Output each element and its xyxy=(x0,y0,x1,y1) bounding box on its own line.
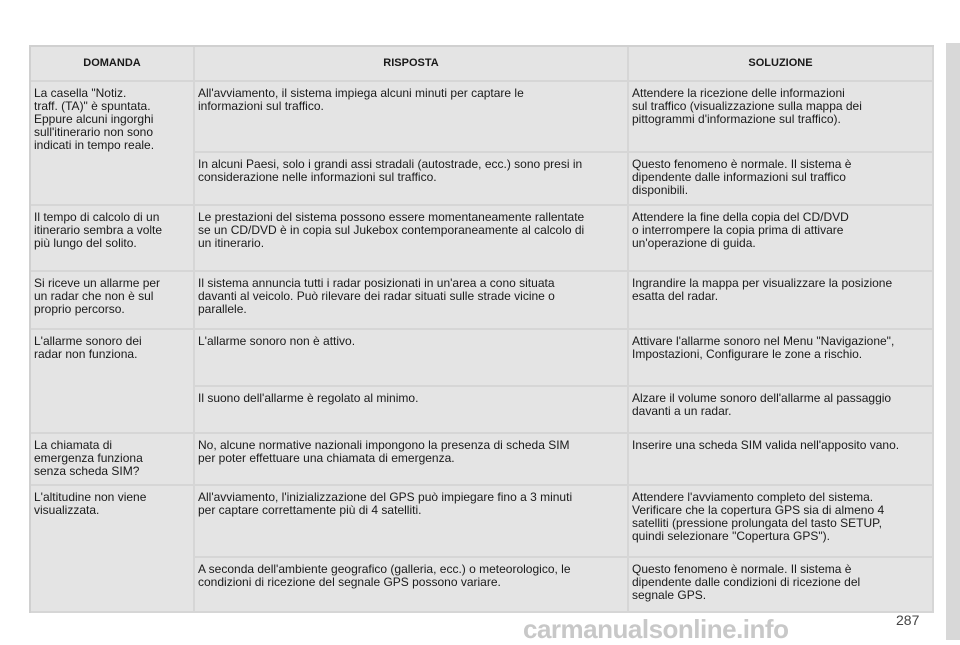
answer-cell: L'allarme sonoro non è attivo. xyxy=(195,330,629,387)
question-cell: Il tempo di calcolo di un itinerario sembra a volte più lungo del solito. xyxy=(31,206,195,272)
answer-cell: Il sistema annuncia tutti i radar posizionati in un'area a cono situata davanti al veicolo. Può rilevare dei radar situati sulle strade vicine o parallele. xyxy=(195,272,629,330)
page-side-bar xyxy=(946,43,960,640)
answer-cell: Le prestazioni del sistema possono essere momentaneamente rallentate se un CD/DVD è in copia sul Jukebox contemporaneamente al calcolo di un itinerario. xyxy=(195,206,629,272)
solution-cell: Questo fenomeno è normale. Il sistema è dipendente dalle informazioni sul traffico disponibili. xyxy=(629,153,934,206)
solution-cell: Attivare l'allarme sonoro nel Menu "Navigazione", Impostazioni, Configurare le zone a rischio. xyxy=(629,330,934,387)
question-cell: L'allarme sonoro dei radar non funziona. xyxy=(31,330,195,434)
table-row xyxy=(31,486,934,558)
solution-cell: Alzare il volume sonoro dell'allarme al passaggio davanti a un radar. xyxy=(629,387,934,434)
solution-cell: Attendere la ricezione delle informazioni sul traffico (visualizzazione sulla mappa dei pittogrammi d'informazione sul traffico). xyxy=(629,82,934,153)
answer-cell: Il suono dell'allarme è regolato al minimo. xyxy=(195,387,629,434)
table-row xyxy=(31,272,934,330)
table-row xyxy=(31,330,934,387)
page-number: 287 xyxy=(896,612,920,628)
solution-cell: Ingrandire la mappa per visualizzare la posizione esatta del radar. xyxy=(629,272,934,330)
answer-cell: All'avviamento, il sistema impiega alcuni minuti per captare le informazioni sul traffico. xyxy=(195,82,629,153)
answer-cell: All'avviamento, l'inizializzazione del GPS può impiegare fino a 3 minuti per captare correttamente più di 4 satelliti. xyxy=(195,486,629,558)
table-row xyxy=(31,434,934,486)
answer-cell: In alcuni Paesi, solo i grandi assi stradali (autostrade, ecc.) sono presi in considerazione nelle informazioni sul traffico. xyxy=(195,153,629,206)
answer-cell: No, alcune normative nazionali impongono la presenza di scheda SIM per poter effettuare una chiamata di emergenza. xyxy=(195,434,629,486)
watermark: carmanualsonline.info xyxy=(523,614,789,644)
header-row xyxy=(31,47,934,82)
table-row xyxy=(31,206,934,272)
solution-cell: Attendere la fine della copia del CD/DVD o interrompere la copia prima di attivare un'operazione di guida. xyxy=(629,206,934,272)
question-cell: La casella "Notiz. traff. (TA)" è spuntata. Eppure alcuni ingorghi sull'itinerario non sono indicati in tempo reale. xyxy=(31,82,195,206)
solution-cell: Questo fenomeno è normale. Il sistema è dipendente dalle condizioni di ricezione del segnale GPS. xyxy=(629,558,934,613)
answer-cell: A seconda dell'ambiente geografico (galleria, ecc.) o meteorologico, le condizioni di ricezione del segnale GPS possono variare. xyxy=(195,558,629,613)
faq-table xyxy=(29,45,934,613)
faq-page xyxy=(29,45,932,613)
solution-cell: Inserire una scheda SIM valida nell'apposito vano. xyxy=(629,434,934,486)
solution-cell: Attendere l'avviamento completo del sistema. Verificare che la copertura GPS sia di almeno 4 satelliti (pressione prolungata del tasto SETUP, quindi selezionare "Copertura GPS"). xyxy=(629,486,934,558)
header-solution: SOLUZIONE xyxy=(629,47,934,82)
question-cell: La chiamata di emergenza funziona senza scheda SIM? xyxy=(31,434,195,486)
question-cell: L'altitudine non viene visualizzata. xyxy=(31,486,195,613)
table-row xyxy=(31,82,934,153)
header-answer: RISPOSTA xyxy=(195,47,629,82)
question-cell: Si riceve un allarme per un radar che non è sul proprio percorso. xyxy=(31,272,195,330)
header-question: DOMANDA xyxy=(31,47,195,82)
